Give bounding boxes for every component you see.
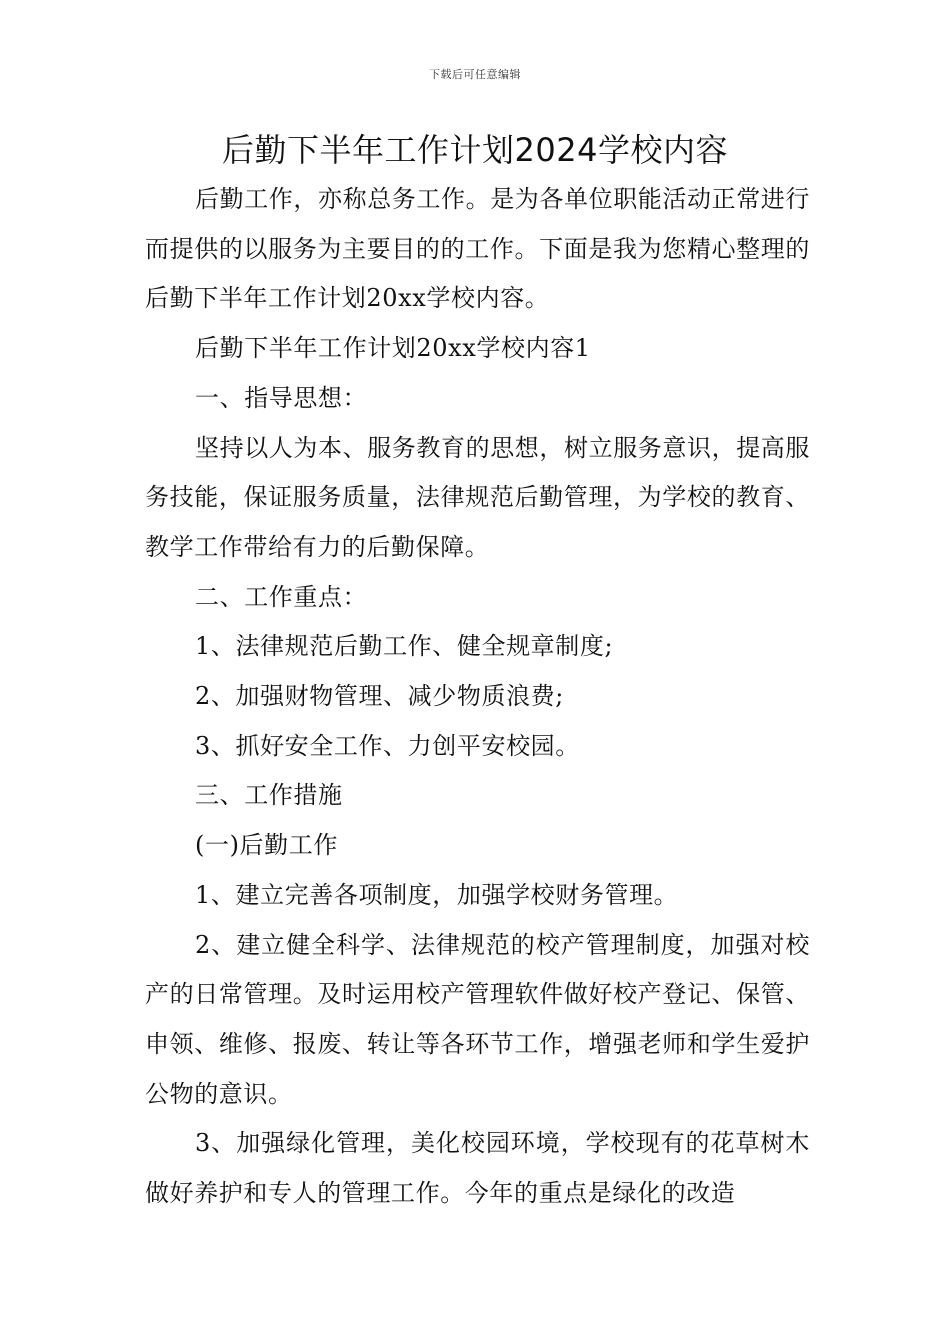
document-title: 后勤下半年工作计划2024学校内容 xyxy=(222,131,728,169)
header-note: 下载后可任意编辑 xyxy=(429,68,521,81)
paragraph-guiding-ideology: 坚持以人为本、服务教育的思想，树立服务意识，提高服务技能，保证服务质量，法律规范后勤管理，为学校的教育、教学工作带给有力的后勤保障。 xyxy=(145,433,810,561)
list-item-focus-1: 1、法律规范后勤工作、健全规章制度; xyxy=(195,632,614,661)
paragraph-subtitle: 后勤下半年工作计划20xx学校内容1 xyxy=(195,334,591,363)
paragraph-intro: 后勤工作，亦称总务工作。是为各单位职能活动正常进行而提供的以服务为主要目的的工作。下面是我为您精心整理的后勤下半年工作计划20xx学校内容。 xyxy=(145,185,810,313)
section-heading-work-measures: 三、工作措施 xyxy=(195,781,343,810)
subsection-heading-logistics: (一)后勤工作 xyxy=(195,831,338,860)
list-item-measure-2: 2、建立健全科学、法律规范的校产管理制度，加强对校产的日常管理。及时运用校产管理软件做好校产登记、保管、申领、维修、报废、转让等各环节工作，增强老师和学生爱护公物的意识。 xyxy=(145,930,810,1108)
list-item-focus-3: 3、抓好安全工作、力创平安校园。 xyxy=(195,731,580,760)
document-body xyxy=(145,175,810,1219)
list-item-measure-1: 1、建立完善各项制度，加强学校财务管理。 xyxy=(195,880,679,909)
list-item-focus-2: 2、加强财物管理、减少物质浪费; xyxy=(195,682,564,711)
section-heading-work-focus: 二、工作重点： xyxy=(195,582,368,611)
list-item-measure-3: 3、加强绿化管理，美化校园环境，学校现有的花草树木做好养护和专人的管理工作。今年的重点是绿化的改造 xyxy=(145,1129,810,1208)
section-heading-guiding-ideology: 一、指导思想： xyxy=(195,383,368,412)
